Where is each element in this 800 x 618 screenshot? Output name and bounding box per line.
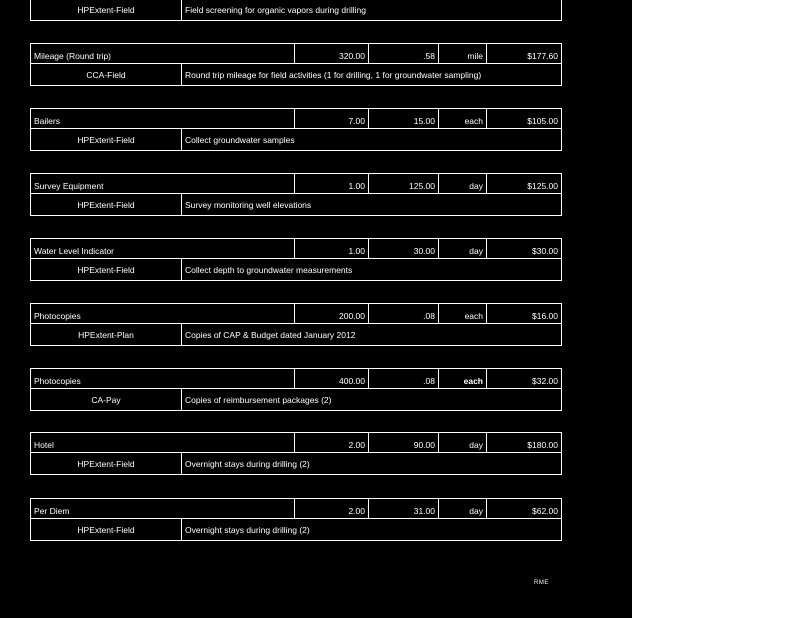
item-unit: each: [438, 304, 486, 323]
item-quantity: 400.00: [294, 369, 368, 388]
item-unit: day: [438, 239, 486, 258]
item-description: Copies of reimbursement packages (2): [181, 389, 561, 410]
line-item: [30, 43, 562, 86]
item-amount: $125.00: [486, 174, 561, 193]
item-name: Survey Equipment: [34, 181, 104, 191]
item-rate: 90.00: [368, 433, 438, 452]
item-rate: .58: [368, 44, 438, 63]
task-code: HPExtent-Field: [77, 458, 135, 469]
item-name: Per Diem: [34, 506, 70, 516]
item-name: Water Level Indicator: [34, 246, 114, 256]
item-description: Overnight stays during drilling (2): [181, 453, 561, 474]
task-code: HPExtent-Field: [77, 134, 135, 145]
item-description: Survey monitoring well elevations: [181, 194, 561, 215]
item-amount: $16.00: [486, 304, 561, 323]
item-quantity: 200.00: [294, 304, 368, 323]
item-unit: day: [438, 433, 486, 452]
item-quantity: 2.00: [294, 433, 368, 452]
line-item: [30, 368, 562, 411]
item-quantity: 7.00: [294, 109, 368, 128]
item-amount: $180.00: [486, 433, 561, 452]
task-code: HPExtent-Field: [77, 199, 135, 210]
item-description: Overnight stays during drilling (2): [181, 519, 561, 540]
item-rate: .08: [368, 304, 438, 323]
item-amount: $32.00: [486, 369, 561, 388]
item-name: Photocopies: [34, 311, 81, 321]
item-amount: $177.60: [486, 44, 561, 63]
item-rate: 30.00: [368, 239, 438, 258]
item-description: Field screening for organic vapors during drilling: [181, 0, 561, 20]
item-amount: $62.00: [486, 499, 561, 518]
item-unit: day: [438, 174, 486, 193]
item-unit: each: [438, 369, 486, 388]
item-name: Bailers: [34, 116, 60, 126]
task-code: HPExtent-Field: [77, 524, 135, 535]
task-code: HPExtent-Field: [77, 264, 135, 275]
item-rate: 125.00: [368, 174, 438, 193]
item-quantity: 1.00: [294, 239, 368, 258]
task-code: CCA-Field: [86, 69, 126, 80]
task-code: HPExtent-Plan: [78, 329, 134, 340]
item-description: Collect depth to groundwater measurements: [181, 259, 561, 280]
item-amount: $30.00: [486, 239, 561, 258]
item-description: Collect groundwater samples: [181, 129, 561, 150]
item-unit: each: [438, 109, 486, 128]
line-item: [30, 238, 562, 281]
item-description: Round trip mileage for field activities (1 for drilling, 1 for groundwater sampling): [181, 64, 561, 85]
item-description: Copies of CAP & Budget dated January 2012: [181, 324, 561, 345]
item-quantity: 1.00: [294, 174, 368, 193]
item-name: Mileage (Round trip): [34, 51, 112, 61]
line-item: [30, 498, 562, 541]
item-quantity: 2.00: [294, 499, 368, 518]
line-item-partial: [30, 0, 562, 21]
task-code: HPExtent-Field: [77, 4, 135, 15]
line-item: [30, 303, 562, 346]
item-rate: 15.00: [368, 109, 438, 128]
item-rate: 31.00: [368, 499, 438, 518]
item-name: Photocopies: [34, 376, 81, 386]
line-item: [30, 432, 562, 475]
task-code: CA-Pay: [91, 394, 121, 405]
item-quantity: 320.00: [294, 44, 368, 63]
item-unit: mile: [438, 44, 486, 63]
item-name: Hotel: [34, 440, 54, 450]
footer-stamp: RME: [534, 580, 549, 586]
line-item: [30, 108, 562, 151]
line-item: [30, 173, 562, 216]
item-amount: $105.00: [486, 109, 561, 128]
item-rate: .08: [368, 369, 438, 388]
item-unit: day: [438, 499, 486, 518]
